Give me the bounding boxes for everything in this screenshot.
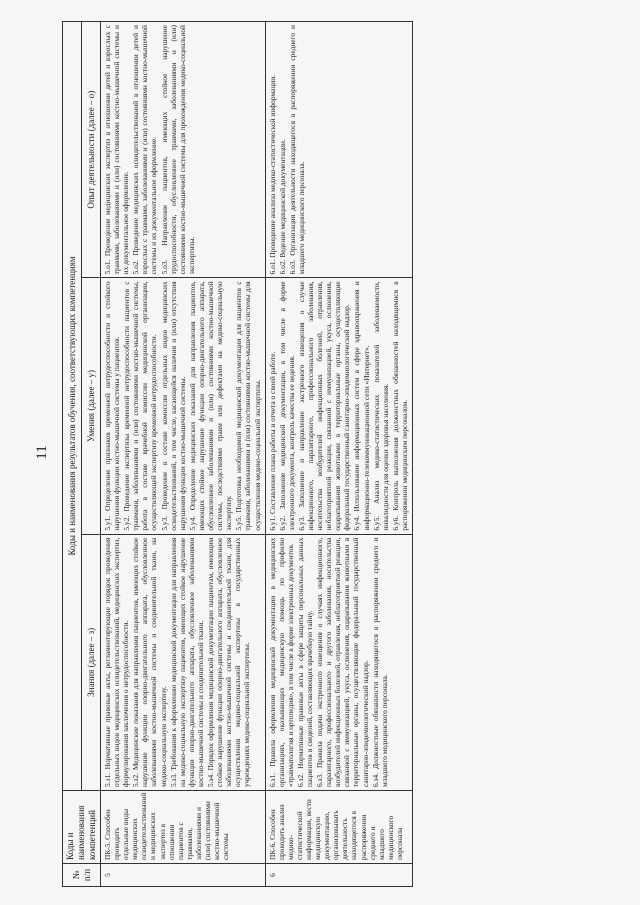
table-row — [265, 22, 412, 887]
skills-item: 5.у4. Определение медицинских показаний для направления пациентов, имеющих стойкое нарушение функции опорно-двигательного аппарата, обусловленное заболеваниями и (или) состояниями костно-мышечной системы, последствиями травм или дефектами на медико-социальную экспертизу. — [187, 281, 234, 531]
header-competence: Коды и наименования компетенций — [63, 791, 101, 864]
knowledge-item: 6.з4. Должностные обязанности находящегося в распоряжении среднего и младшего медицинского персонала. — [370, 537, 389, 787]
table-body — [101, 22, 413, 887]
experience-item: 6.о2. Ведение медицинской документации. — [277, 139, 287, 275]
header-num: № п/п — [63, 864, 101, 887]
knowledge-item: 6.з2. Нормативные правовые акты в сфере защиты персональных данных пациентов и сведений, составляющих врачебную тайну. — [295, 537, 314, 787]
knowledge-item: 5.з2. Медицинские показания для направления пациентов, имеющих стойкое нарушение функции опорно-двигательного аппарата, обусловленное заболеваниями костно-мышечной системы и соединительной ткани, на медико-социальную экспертизу. — [131, 537, 168, 787]
competence-cell: ПК-6. Способен проводить анализ медико-статистической информации, вести медицинскую документацию, организовывать деятельность находящегося в распоряжении среднего и младшего медицинского персонала — [265, 791, 412, 864]
skills-item: 6.у6. Контроль выполнения должностных обязанностей находящимися в распоряжении медицинским персоналом. — [390, 281, 409, 531]
experience-item: 5.о2. Проведение медицинских освидетельствований в отношении детей и взрослых с травмами, заболеваниями и (или) состояниями костно-мышечной системы и их документальное оформление. — [131, 25, 159, 275]
header-skills: Умения (далее – у) — [82, 278, 101, 534]
experience-item: 6.о3. Организация деятельности находящегося в распоряжении среднего и младшего медицинского персонала. — [287, 25, 306, 275]
knowledge-item: 6.з3. Правила подачи экстренного извещения о случаях инфекционного, паразитарного, профессионального и другого заболевания, носительства возбудителей инфекционных болезней, отравления, неблагоприятной реакции, связанной с иммунизацией, укуса, ослюнения, оцарапывания животными в территориальные органы, осуществляющие федеральный государственный санитарно-эпидемиологический надзор. — [315, 537, 370, 787]
skills-item: 6.у4. Использование информационных систем в сфере здравоохранения и информационно-телекоммуникационной сети «Интернет». — [352, 281, 371, 531]
skills-cell — [101, 278, 266, 534]
skills-item: 5.у2. Проведение экспертизы временной нетрудоспособности пациентов с травмами, заболеваниями и (или) состояниями костно-мышечной системы, работа в составе врачебной комиссии медицинской организации, осуществляющей экспертизу временной нетрудоспособности. — [122, 281, 159, 531]
experience-item: 5.о3. Направление пациентов, имеющих стойкое нарушение трудоспособности, обусловленное травмами, заболеваниями и (или) состояниями костно-мышечной системы для прохождения медико-социальной экспертизы. — [159, 25, 196, 275]
experience-item: 6.о1. Проведение анализа медико-статистической информации. — [267, 74, 277, 275]
header-row-2 — [82, 22, 101, 887]
skills-item: 6.у3. Заполнение и направление экстренного извещения о случае инфекционного, паразитарного, профессионального заболевания, носительства возбудителей инфекционных болезней, отравления, неблагоприятной реакции, связанной с иммунизацией, укуса, ослюнения, оцарапывания животными в территориальные органы, осуществляющие федеральный государственный санитарно-эпидемиологический надзор. — [296, 281, 352, 531]
knowledge-cell — [265, 534, 412, 790]
experience-item: 5.о1. Проведение медицинских экспертиз в отношении детей и взрослых с травмами, заболеваниями и (или) состояниями костно-мышечной системы и их документальное оформление. — [103, 25, 131, 275]
table-row — [101, 22, 266, 887]
page-number: 11 — [34, 445, 50, 460]
skills-item: 5.у1. Определение признаков временной нетрудоспособности и стойкого нарушения функции костно-мышечной системы у пациентов. — [103, 281, 122, 531]
competencies-table — [62, 21, 413, 887]
row-number: 6 — [265, 864, 412, 887]
header-results-group: Коды и наименования результатов обучения, соответствующих компетенциям — [63, 22, 82, 791]
knowledge-cell — [101, 534, 266, 790]
experience-cell — [265, 22, 412, 278]
header-row-1 — [63, 22, 82, 887]
skills-item: 5.у3. Проведение в составе комиссии отдельных видов медицинских освидетельствований, в том числе, касающейся наличия и (или) отсутствия нарушения функции костно-мышечной системы. — [159, 281, 187, 531]
knowledge-item: 5.з4. Порядок оформления медицинской документации пациентам, имеющим стойкое нарушение функции опорно-двигательного аппарата, обусловленное заболеваниями костно-мышечной системы и соединительной ткани, для осуществления медико-социальной экспертизы в государственных учреждениях медико-социальной экспертизы. — [206, 537, 252, 787]
header-knowledge: Знания (далее – з) — [82, 534, 101, 790]
competence-cell: ПК-5. Способен проводить отдельные виды медицинских освидетельствований и медицинских экспертиз в отношении пациентов с травмами, заболеваниями и (или) состояниями костно-мышечной системы — [101, 791, 266, 864]
skills-item: 6.у5. Анализ медико-статистических показателей заболеваемости, инвалидности для оценки здоровья населения. — [371, 281, 390, 531]
skills-item: 6.у1. Составление плана работы и отчета о своей работе. — [267, 351, 277, 531]
knowledge-item: 6.з1. Правила оформления медицинской документации в медицинских организациях, оказывающих медицинскую помощь по профилю «травматология и ортопедия», в том числе в форме электронных документов. — [267, 537, 295, 787]
skills-item: 6.у2. Заполнение медицинской документации, в том числе в форме электронного документа, контроль качества ее ведения. — [277, 281, 296, 531]
header-experience: Опыт деятельности (далее – о) — [82, 22, 101, 278]
experience-cell — [101, 22, 266, 278]
skills-cell — [265, 278, 412, 534]
knowledge-item: 5.з3. Требования к оформлению медицинской документации для направления на медико-социальную экспертизу пациентов, имеющих стойкое нарушение функции опорно-двигательного аппарата, обусловленное заболеваниями костно-мышечной системы и соединительной ткани. — [168, 537, 205, 787]
skills-item: 5.у5. Подготовка необходимой медицинской документации для пациентов с травмами, заболеваниями и (или) состояниями костно-мышечной системы для осуществления медико-социальной экспертизы. — [234, 281, 262, 531]
row-number: 5 — [101, 864, 266, 887]
knowledge-item: 5.з1. Нормативные правовые акты, регламентирующие порядок проведения отдельных видов медицинских освидетельствований, медицинских экспертиз, формулирования заключения о нетрудоспособности. — [103, 537, 131, 787]
